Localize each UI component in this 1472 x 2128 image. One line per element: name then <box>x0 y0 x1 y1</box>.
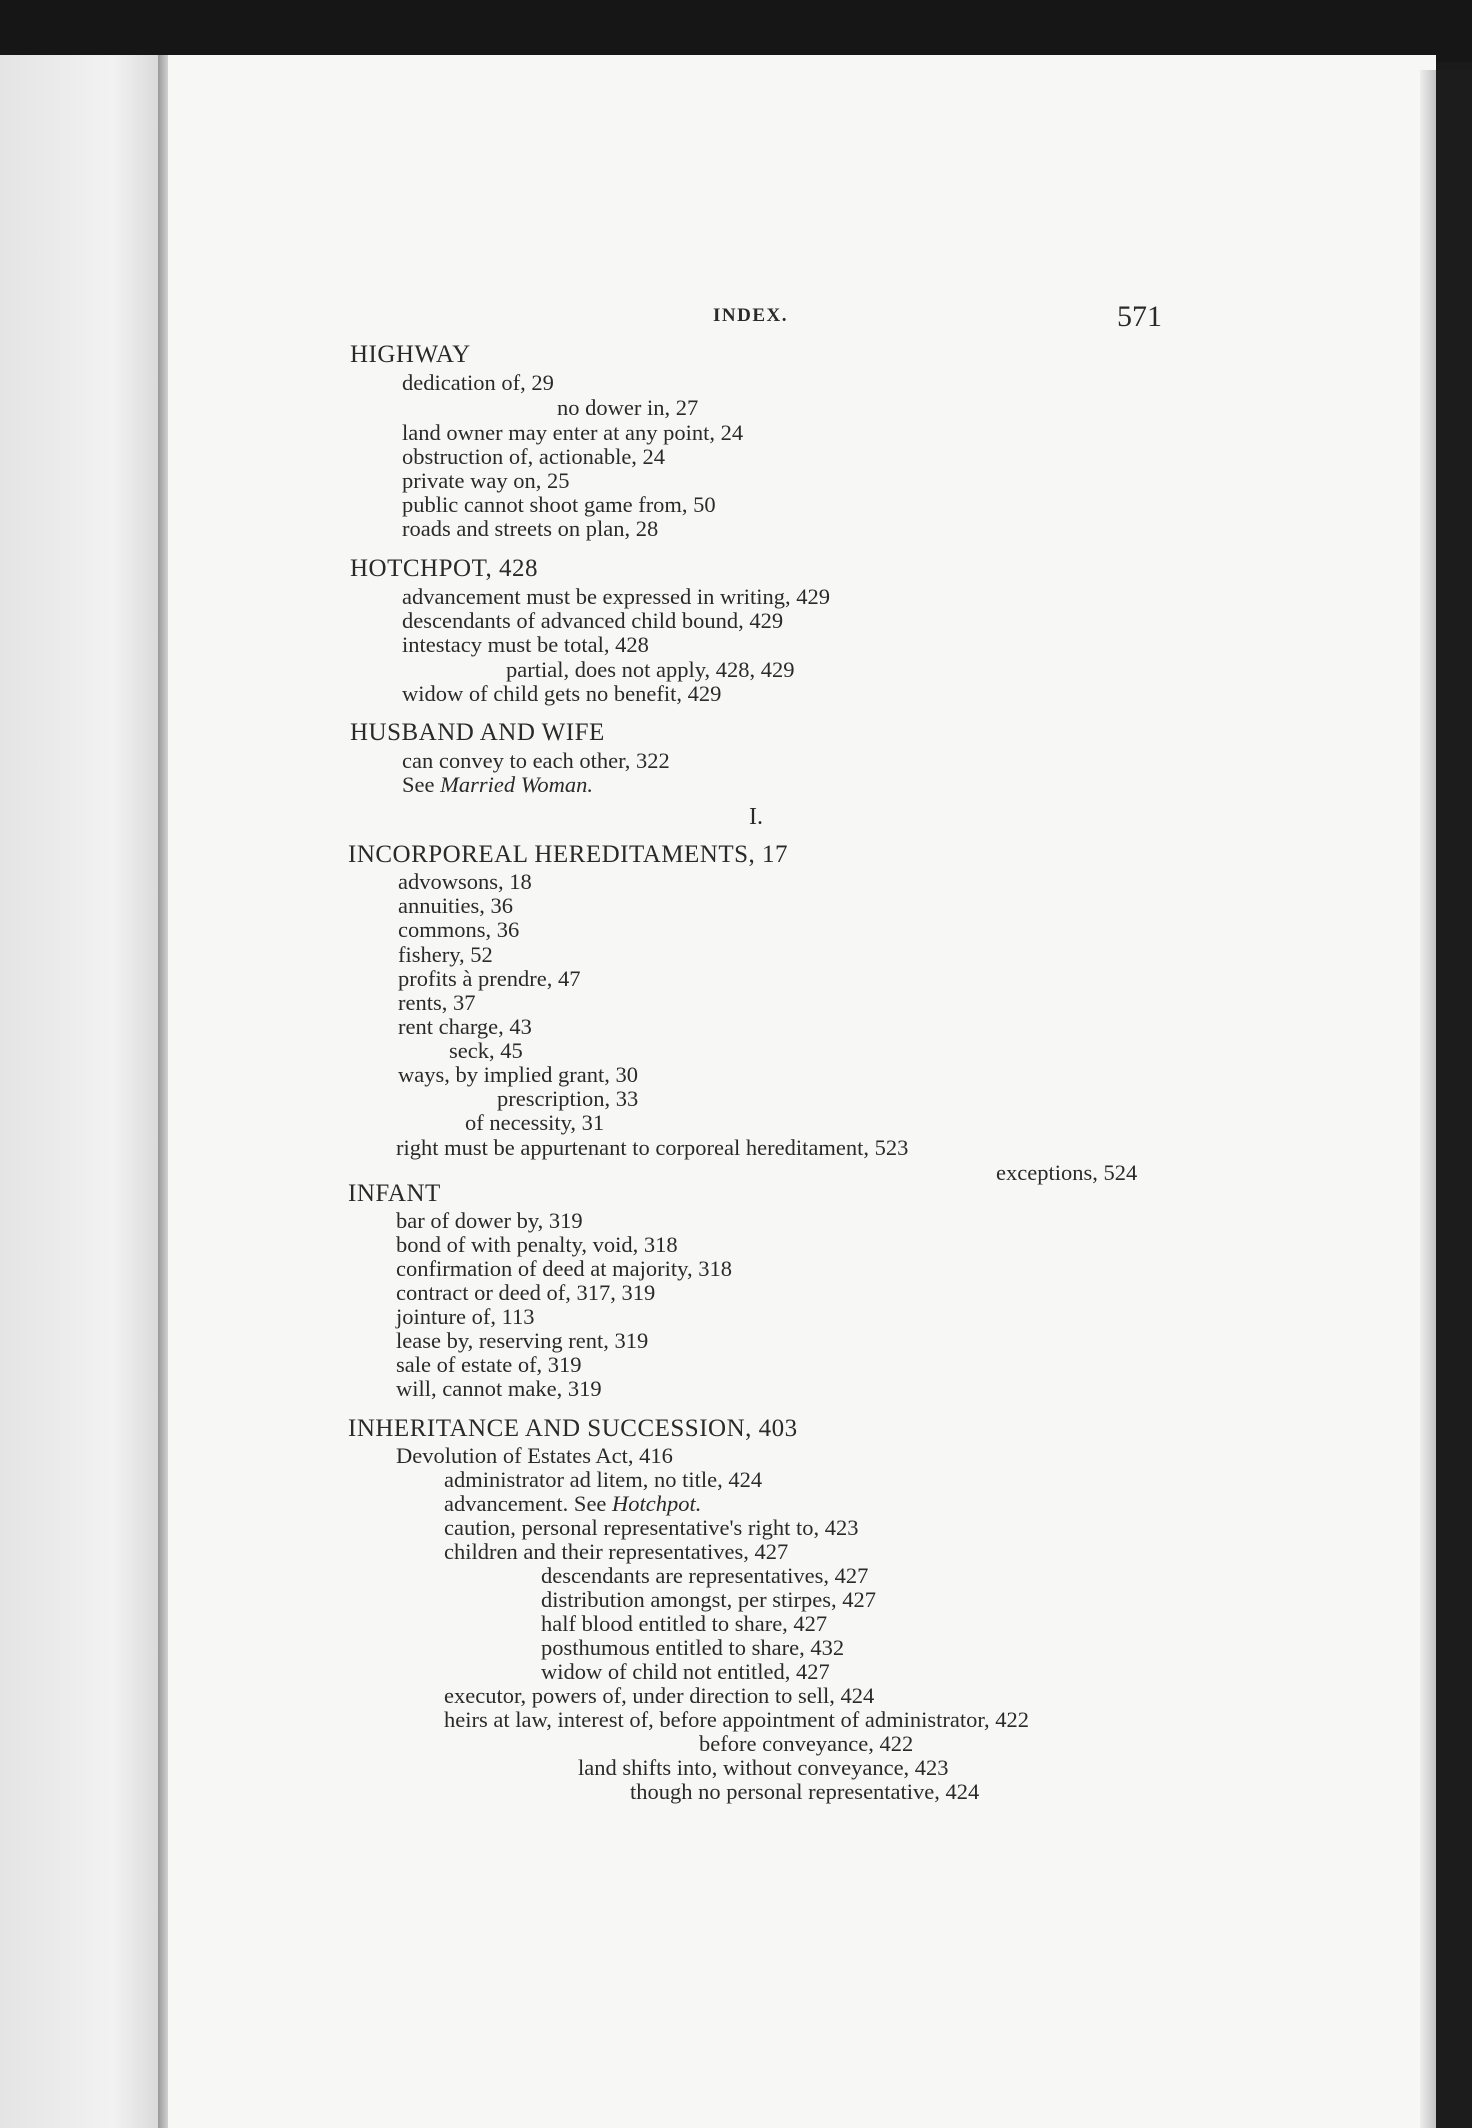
index-subentry: can convey to each other, 322 <box>402 748 670 773</box>
index-subentry: confirmation of deed at majority, 318 <box>396 1256 732 1281</box>
index-subentry: partial, does not apply, 428, 429 <box>506 657 795 682</box>
index-subentry: bar of dower by, 319 <box>396 1208 583 1233</box>
index-heading: INHERITANCE AND SUCCESSION, 403 <box>348 1415 798 1442</box>
index-heading: HOTCHPOT, 428 <box>350 555 538 582</box>
index-subentry: seck, 45 <box>449 1038 523 1063</box>
index-subentry: of necessity, 31 <box>465 1110 605 1135</box>
index-subentry: contract or deed of, 317, 319 <box>396 1280 656 1305</box>
index-subentry: land shifts into, without conveyance, 423 <box>578 1755 949 1780</box>
index-subentry: advancement must be expressed in writing, 429 <box>402 584 831 609</box>
index-subentry: heirs at law, interest of, before appointment of administrator, 422 <box>444 1707 1029 1732</box>
index-subentry: no dower in, 27 <box>557 395 699 420</box>
index-subentry: dedication of, 29 <box>402 370 554 395</box>
index-subentry: commons, 36 <box>398 917 520 942</box>
index-subentry: prescription, 33 <box>497 1086 639 1111</box>
index-subentry: descendants of advanced child bound, 429 <box>402 608 784 633</box>
index-subentry: widow of child not entitled, 427 <box>541 1659 830 1684</box>
index-subentry: private way on, 25 <box>402 468 570 493</box>
running-head: INDEX. <box>713 305 788 326</box>
index-subentry: right must be appurtenant to corporeal hereditament, 523 <box>396 1135 909 1160</box>
index-subentry: exceptions, 524 <box>996 1160 1138 1185</box>
index-subentry: intestacy must be total, 428 <box>402 632 649 657</box>
index-subentry: sale of estate of, 319 <box>396 1352 582 1377</box>
index-subentry: will, cannot make, 319 <box>396 1376 602 1401</box>
index-subentry: Devolution of Estates Act, 416 <box>396 1443 673 1468</box>
index-subentry: annuities, 36 <box>398 893 513 918</box>
index-subentry: roads and streets on plan, 28 <box>402 516 659 541</box>
see-label: advancement. See <box>444 1491 607 1516</box>
index-subentry: rent charge, 43 <box>398 1014 532 1039</box>
index-heading: INCORPOREAL HEREDITAMENTS, 17 <box>348 841 789 868</box>
index-subentry: profits à prendre, 47 <box>398 966 581 991</box>
index-heading: HUSBAND AND WIFE <box>350 719 605 746</box>
index-subentry: half blood entitled to share, 427 <box>541 1611 828 1636</box>
index-subentry: ways, by implied grant, 30 <box>398 1062 638 1087</box>
index-subentry: widow of child gets no benefit, 429 <box>402 681 722 706</box>
index-subentry <box>444 1492 701 1516</box>
index-subentry: public cannot shoot game from, 50 <box>402 492 716 517</box>
index-subentry: before conveyance, 422 <box>699 1731 914 1756</box>
index-subentry: children and their representatives, 427 <box>444 1539 789 1564</box>
section-letter: I. <box>749 804 763 830</box>
index-subentry: obstruction of, actionable, 24 <box>402 444 666 469</box>
index-subentry: executor, powers of, under direction to sell, 424 <box>444 1683 875 1708</box>
index-heading: HIGHWAY <box>350 341 471 368</box>
index-subentry: descendants are representatives, 427 <box>541 1563 869 1588</box>
index-subentry: lease by, reserving rent, 319 <box>396 1328 649 1353</box>
index-subentry: rents, 37 <box>398 990 476 1015</box>
index-heading: INFANT <box>348 1180 441 1207</box>
index-subentry: caution, personal representative's right to, 423 <box>444 1515 859 1540</box>
index-subentry: administrator ad litem, no title, 424 <box>444 1467 763 1492</box>
index-subentry <box>402 773 593 797</box>
index-subentry: distribution amongst, per stirpes, 427 <box>541 1587 876 1612</box>
page-number: 571 <box>1117 300 1162 333</box>
cross-reference: Hotchpot. <box>612 1491 702 1516</box>
see-label: See <box>402 772 435 797</box>
index-subentry: advowsons, 18 <box>398 869 532 894</box>
index-subentry: fishery, 52 <box>398 942 493 967</box>
index-subentry: bond of with penalty, void, 318 <box>396 1232 678 1257</box>
index-subentry: posthumous entitled to share, 432 <box>541 1635 845 1660</box>
index-subentry: jointure of, 113 <box>396 1304 535 1329</box>
cross-reference: Married Woman. <box>440 772 594 797</box>
index-subentry: land owner may enter at any point, 24 <box>402 420 744 445</box>
index-subentry: though no personal representative, 424 <box>630 1779 980 1804</box>
